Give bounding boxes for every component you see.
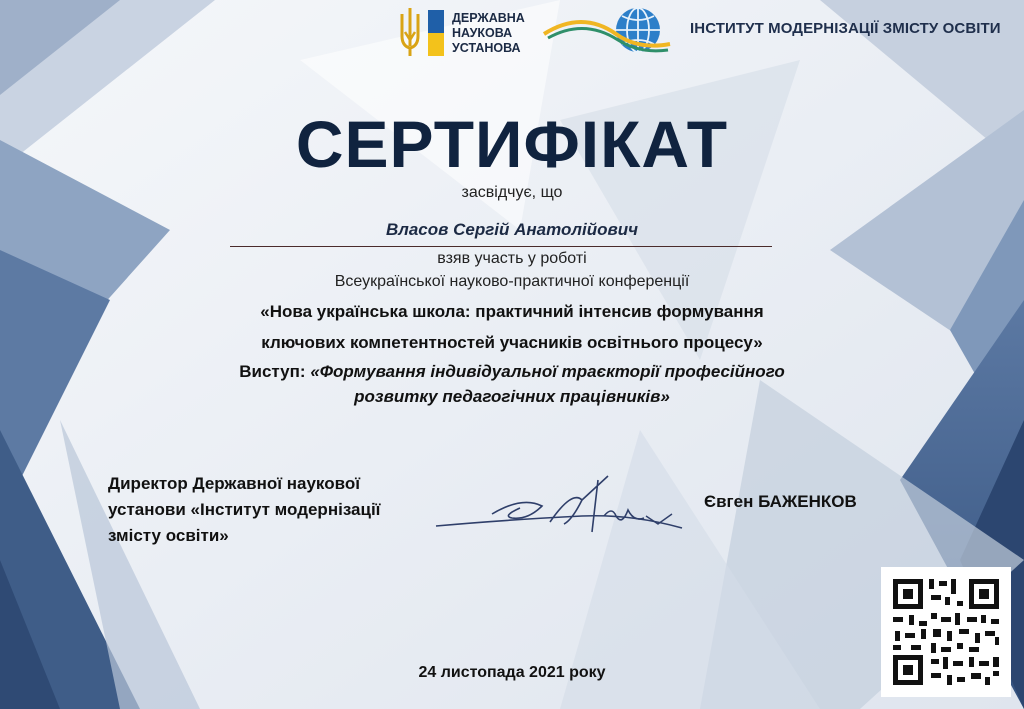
recipient-name: Власов Сергій Анатолійович — [385, 220, 639, 239]
signature-image — [432, 470, 692, 554]
institute-name: ІНСТИТУТ МОДЕРНІЗАЦІЇ ЗМІСТУ ОСВІТИ — [690, 20, 1001, 37]
flag-icon — [428, 10, 444, 56]
trident-icon — [398, 6, 422, 58]
talk-title-line-1: «Формування індивідуальної траєкторії професійного — [310, 362, 785, 381]
name-underline — [230, 246, 772, 247]
talk-line-1 — [0, 362, 1024, 382]
qr-code-icon — [881, 567, 1011, 697]
talk-title-line-2: розвитку педагогічних працівників» — [354, 387, 670, 406]
certificate-title: СЕРТИФІКАТ — [295, 107, 729, 181]
institute-globe-logo — [542, 4, 674, 58]
conference-type: Всеукраїнської науково-практичної конференції — [334, 273, 690, 290]
qr-code[interactable] — [881, 567, 1011, 697]
director-position: Директор Державної наукової установи «Інститут модернізації змісту освіти» — [108, 474, 381, 545]
ministry-name: ДЕРЖАВНА НАУКОВА УСТАНОВА — [452, 11, 525, 55]
signer-name: Євген БАЖЕНКОВ — [704, 492, 857, 511]
participation-text: взяв участь у роботі — [437, 250, 587, 267]
talk-label: Виступ: — [239, 362, 306, 381]
issue-date: 24 листопада 2021 року — [418, 664, 606, 681]
conference-title-line-1: «Нова українська школа: практичний інтенсив формування — [260, 302, 764, 321]
conference-title-line-2: ключових компетентностей учасників освітнього процесу» — [261, 333, 763, 352]
certifies-text: засвідчує, що — [461, 184, 563, 201]
ministry-logo — [398, 6, 538, 62]
